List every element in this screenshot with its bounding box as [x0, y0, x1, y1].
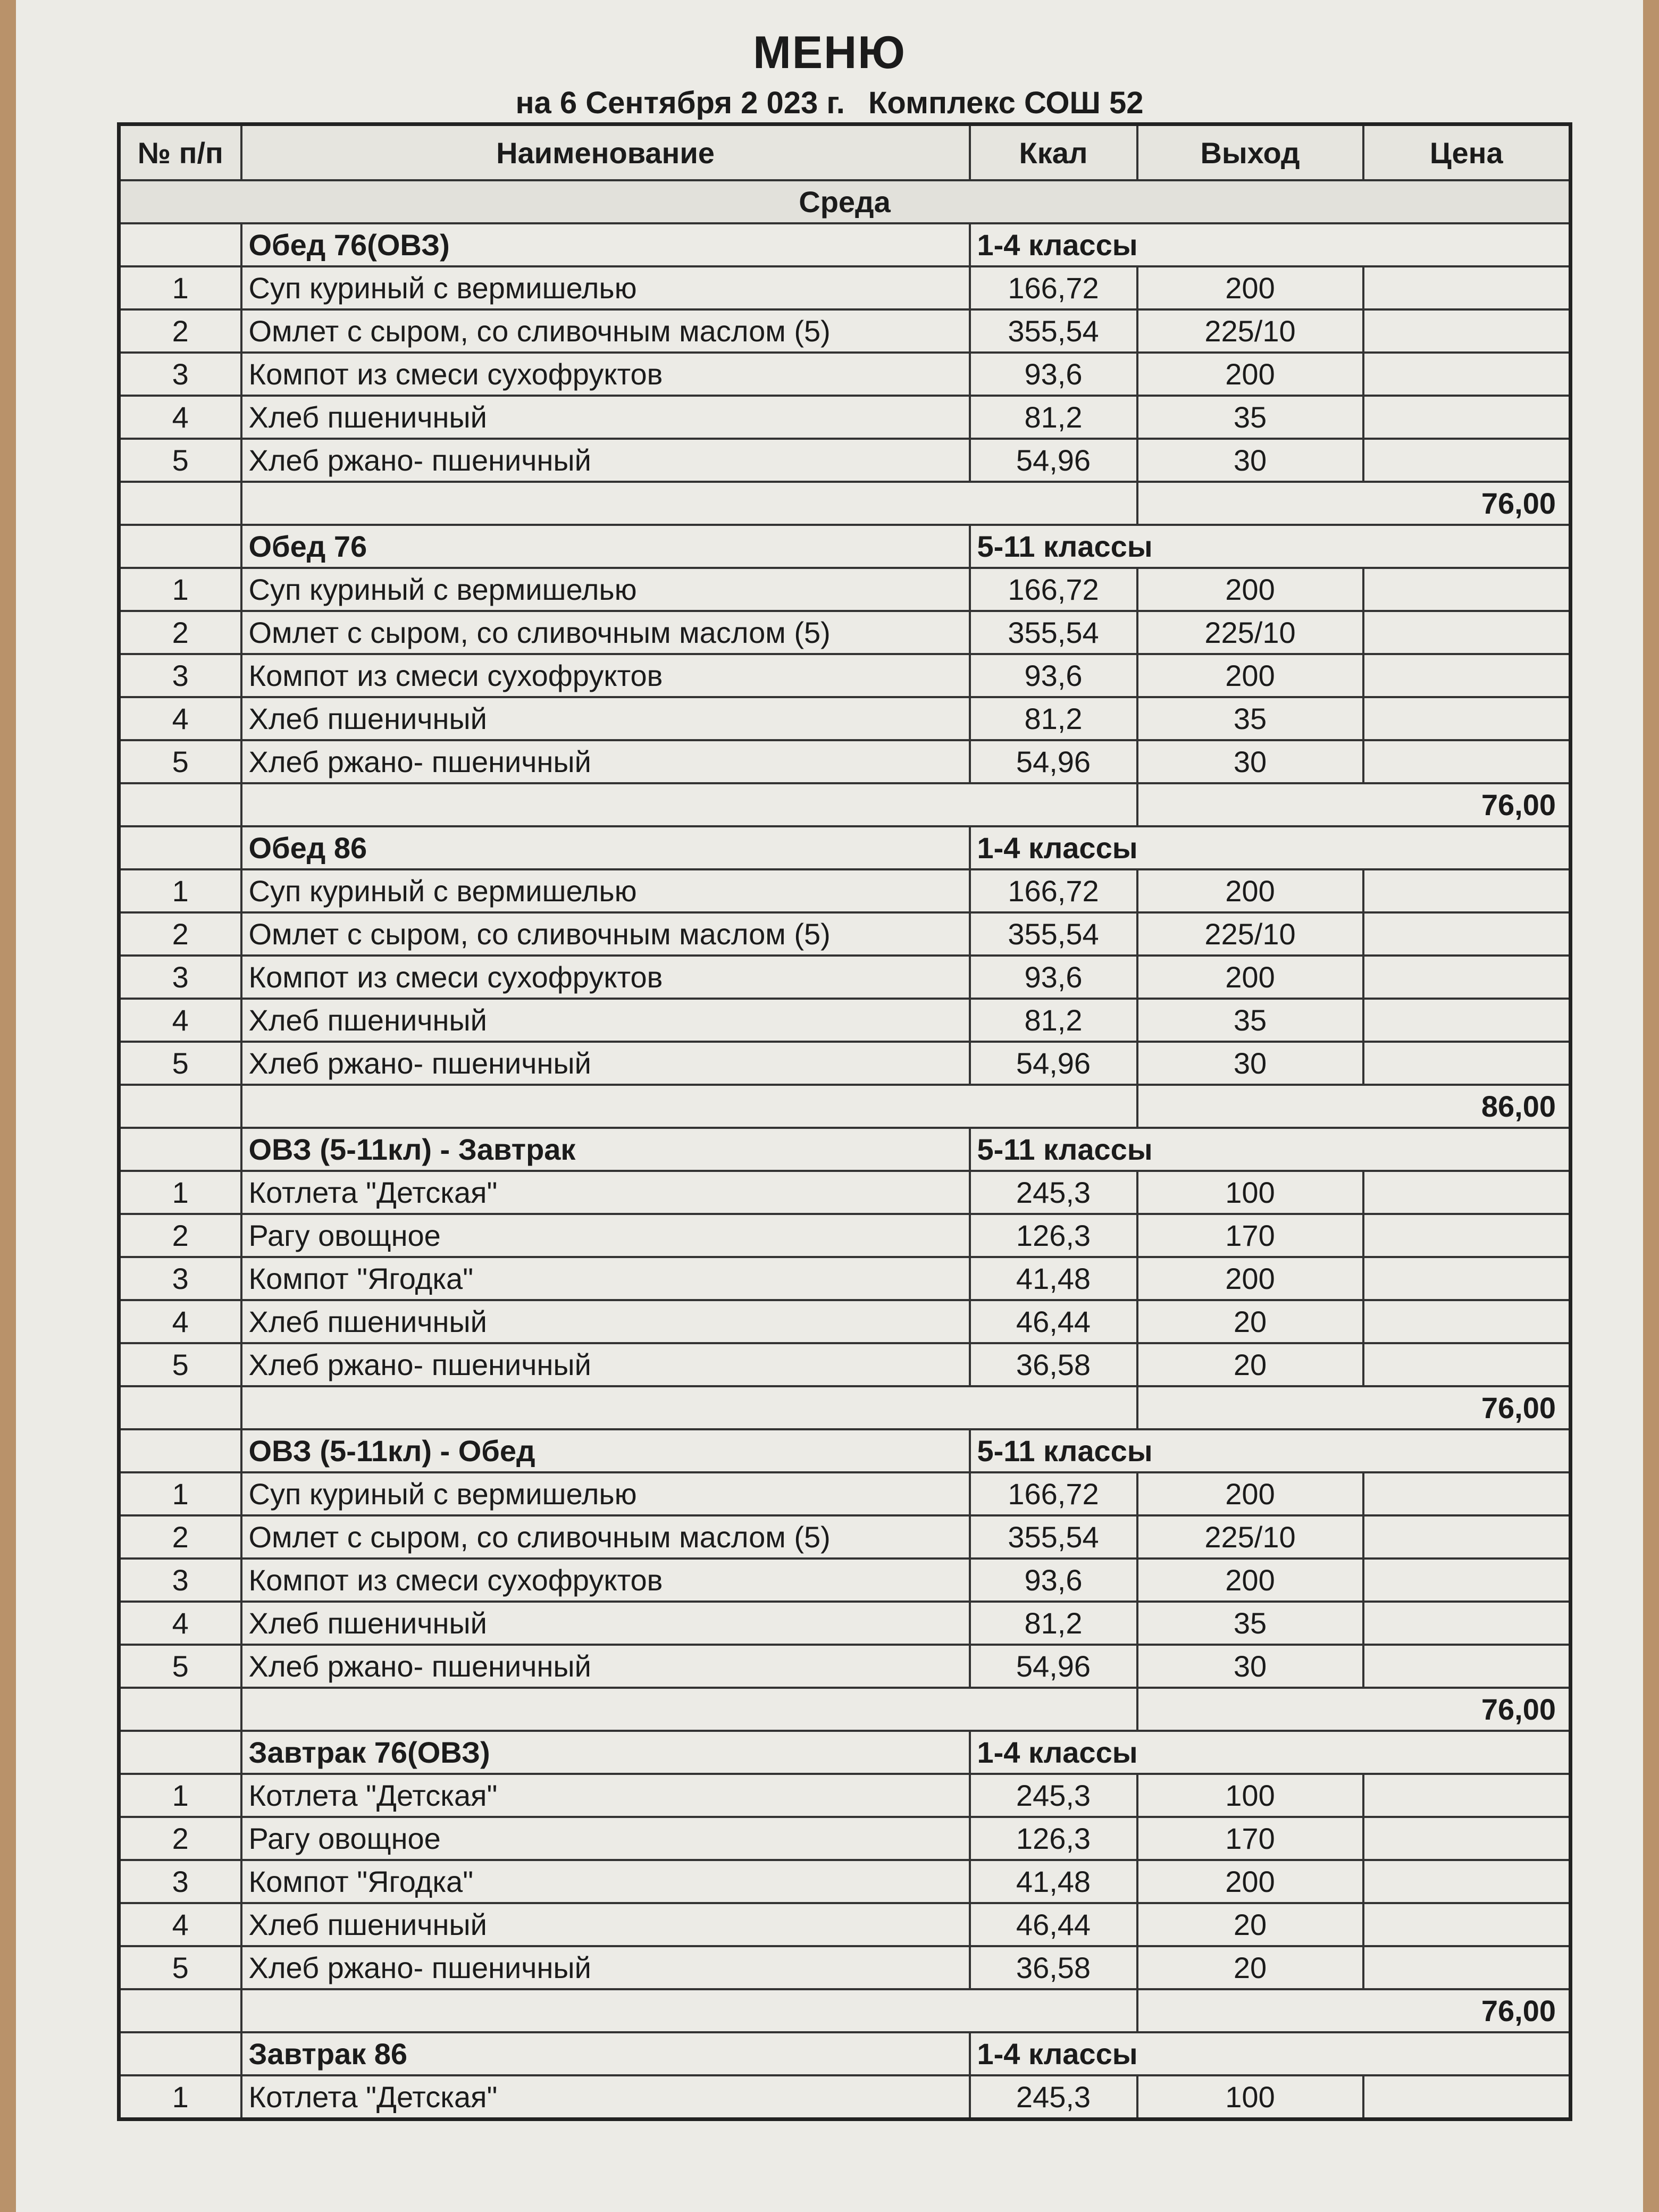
item-yield: 200	[1137, 1559, 1363, 1602]
total-empty	[119, 482, 241, 525]
item-kcal: 166,72	[970, 266, 1137, 309]
item-name: Котлета "Детская"	[241, 1774, 970, 1817]
table-row	[119, 1817, 1571, 1860]
item-num: 1	[119, 1774, 241, 1817]
item-price	[1363, 1645, 1571, 1688]
item-num: 1	[119, 869, 241, 912]
table-row	[119, 740, 1571, 783]
item-kcal: 41,48	[970, 1257, 1137, 1300]
menu-table	[117, 122, 1572, 2121]
section-num-empty	[119, 1731, 241, 1774]
item-price	[1363, 1946, 1571, 1989]
item-price	[1363, 1300, 1571, 1343]
item-name: Омлет с сыром, со сливочным маслом (5)	[241, 309, 970, 353]
section-header-row	[119, 1128, 1571, 1171]
item-num: 1	[119, 1171, 241, 1214]
item-num: 5	[119, 1645, 241, 1688]
item-name: Хлеб ржано- пшеничный	[241, 439, 970, 482]
total-empty	[241, 1085, 1137, 1128]
menu-subtitle	[16, 85, 1643, 121]
item-price	[1363, 2075, 1571, 2119]
section-total-row	[119, 1085, 1571, 1128]
item-num: 5	[119, 1946, 241, 1989]
table-row	[119, 654, 1571, 697]
item-name: Хлеб ржано- пшеничный	[241, 1645, 970, 1688]
item-name: Рагу овощное	[241, 1817, 970, 1860]
item-yield: 200	[1137, 956, 1363, 999]
table-row	[119, 1860, 1571, 1903]
col-header-num: № п/п	[119, 124, 241, 181]
item-num: 3	[119, 1257, 241, 1300]
table-row	[119, 1214, 1571, 1257]
item-price	[1363, 1171, 1571, 1214]
item-name: Хлеб пшеничный	[241, 396, 970, 439]
item-yield: 200	[1137, 1860, 1363, 1903]
section-title: Завтрак 86	[241, 2032, 970, 2075]
item-name: Хлеб ржано- пшеничный	[241, 740, 970, 783]
section-num-empty	[119, 1128, 241, 1171]
item-price	[1363, 654, 1571, 697]
item-price	[1363, 1774, 1571, 1817]
item-num: 5	[119, 1042, 241, 1085]
menu-place: Комплекс СОШ 52	[868, 86, 1144, 120]
item-num: 2	[119, 1817, 241, 1860]
item-kcal: 54,96	[970, 1645, 1137, 1688]
item-kcal: 355,54	[970, 611, 1137, 654]
table-row	[119, 439, 1571, 482]
section-total-row	[119, 1989, 1571, 2032]
table-row	[119, 1343, 1571, 1386]
item-kcal: 245,3	[970, 1171, 1137, 1214]
item-price	[1363, 1559, 1571, 1602]
menu-date: на 6 Сентября 2 023 г.	[515, 86, 845, 120]
item-yield: 35	[1137, 697, 1363, 740]
item-num: 4	[119, 396, 241, 439]
total-empty	[241, 1688, 1137, 1731]
item-num: 1	[119, 1472, 241, 1515]
table-row	[119, 999, 1571, 1042]
item-kcal: 46,44	[970, 1300, 1137, 1343]
item-num: 4	[119, 999, 241, 1042]
item-kcal: 81,2	[970, 999, 1137, 1042]
item-price	[1363, 1602, 1571, 1645]
item-name: Рагу овощное	[241, 1214, 970, 1257]
item-kcal: 54,96	[970, 740, 1137, 783]
item-name: Хлеб пшеничный	[241, 1602, 970, 1645]
item-yield: 20	[1137, 1343, 1363, 1386]
section-classes: 1-4 классы	[970, 2032, 1571, 2075]
item-name: Хлеб пшеничный	[241, 1903, 970, 1946]
table-row	[119, 1300, 1571, 1343]
table-row	[119, 1602, 1571, 1645]
section-num-empty	[119, 1429, 241, 1472]
section-header-row	[119, 1429, 1571, 1472]
table-row	[119, 396, 1571, 439]
section-title: Обед 76(ОВЗ)	[241, 223, 970, 266]
table-row	[119, 1946, 1571, 1989]
item-yield: 225/10	[1137, 309, 1363, 353]
item-name: Омлет с сыром, со сливочным маслом (5)	[241, 1515, 970, 1559]
section-title: Обед 76	[241, 525, 970, 568]
item-price	[1363, 439, 1571, 482]
item-kcal: 245,3	[970, 1774, 1137, 1817]
item-price	[1363, 1515, 1571, 1559]
section-classes: 5-11 классы	[970, 1429, 1571, 1472]
item-kcal: 81,2	[970, 396, 1137, 439]
item-price	[1363, 740, 1571, 783]
item-yield: 100	[1137, 1171, 1363, 1214]
table-row	[119, 1559, 1571, 1602]
item-name: Компот из смеси сухофруктов	[241, 654, 970, 697]
item-yield: 35	[1137, 396, 1363, 439]
item-kcal: 166,72	[970, 568, 1137, 611]
total-empty	[119, 1688, 241, 1731]
item-kcal: 36,58	[970, 1946, 1137, 1989]
table-row	[119, 266, 1571, 309]
item-price	[1363, 1343, 1571, 1386]
section-total: 76,00	[1137, 482, 1571, 525]
item-num: 3	[119, 654, 241, 697]
item-kcal: 41,48	[970, 1860, 1137, 1903]
section-total-row	[119, 783, 1571, 826]
section-total: 86,00	[1137, 1085, 1571, 1128]
table-row	[119, 309, 1571, 353]
item-name: Суп куриный с вермишелью	[241, 869, 970, 912]
item-name: Компот "Ягодка"	[241, 1257, 970, 1300]
item-yield: 200	[1137, 1257, 1363, 1300]
item-name: Суп куриный с вермишелью	[241, 1472, 970, 1515]
item-yield: 225/10	[1137, 611, 1363, 654]
section-num-empty	[119, 223, 241, 266]
item-yield: 100	[1137, 1774, 1363, 1817]
table-row	[119, 353, 1571, 396]
item-kcal: 93,6	[970, 353, 1137, 396]
item-yield: 170	[1137, 1214, 1363, 1257]
item-yield: 20	[1137, 1903, 1363, 1946]
item-num: 1	[119, 2075, 241, 2119]
item-num: 3	[119, 1860, 241, 1903]
section-total: 76,00	[1137, 1386, 1571, 1429]
item-yield: 35	[1137, 999, 1363, 1042]
section-classes: 1-4 классы	[970, 223, 1571, 266]
item-num: 3	[119, 1559, 241, 1602]
section-header-row	[119, 223, 1571, 266]
section-classes: 5-11 классы	[970, 1128, 1571, 1171]
item-yield: 200	[1137, 353, 1363, 396]
item-num: 5	[119, 1343, 241, 1386]
item-kcal: 355,54	[970, 912, 1137, 956]
item-num: 2	[119, 611, 241, 654]
item-name: Хлеб ржано- пшеничный	[241, 1343, 970, 1386]
table-row	[119, 1903, 1571, 1946]
section-num-empty	[119, 525, 241, 568]
section-header-row	[119, 525, 1571, 568]
item-price	[1363, 1042, 1571, 1085]
item-name: Суп куриный с вермишелью	[241, 266, 970, 309]
item-num: 4	[119, 1300, 241, 1343]
section-total-row	[119, 482, 1571, 525]
item-kcal: 166,72	[970, 1472, 1137, 1515]
item-kcal: 355,54	[970, 309, 1137, 353]
item-kcal: 93,6	[970, 1559, 1137, 1602]
total-empty	[119, 1386, 241, 1429]
item-yield: 200	[1137, 266, 1363, 309]
item-num: 4	[119, 697, 241, 740]
section-title: Обед 86	[241, 826, 970, 869]
item-price	[1363, 353, 1571, 396]
item-num: 4	[119, 1602, 241, 1645]
item-price	[1363, 1817, 1571, 1860]
item-kcal: 46,44	[970, 1903, 1137, 1946]
item-yield: 30	[1137, 439, 1363, 482]
item-kcal: 355,54	[970, 1515, 1137, 1559]
table-row	[119, 956, 1571, 999]
item-num: 5	[119, 439, 241, 482]
section-total: 76,00	[1137, 1989, 1571, 2032]
col-header-kcal: Ккал	[970, 124, 1137, 181]
total-empty	[241, 482, 1137, 525]
item-kcal: 93,6	[970, 956, 1137, 999]
item-price	[1363, 1860, 1571, 1903]
item-kcal: 93,6	[970, 654, 1137, 697]
item-kcal: 81,2	[970, 1602, 1137, 1645]
item-kcal: 166,72	[970, 869, 1137, 912]
item-yield: 200	[1137, 1472, 1363, 1515]
col-header-yield: Выход	[1137, 124, 1363, 181]
col-header-price: Цена	[1363, 124, 1571, 181]
table-row	[119, 697, 1571, 740]
item-yield: 35	[1137, 1602, 1363, 1645]
table-row	[119, 2075, 1571, 2119]
section-title: Завтрак 76(ОВЗ)	[241, 1731, 970, 1774]
item-num: 1	[119, 266, 241, 309]
item-kcal: 54,96	[970, 1042, 1137, 1085]
section-classes: 1-4 классы	[970, 826, 1571, 869]
item-yield: 225/10	[1137, 912, 1363, 956]
item-price	[1363, 697, 1571, 740]
item-price	[1363, 309, 1571, 353]
item-name: Компот из смеси сухофруктов	[241, 353, 970, 396]
item-yield: 225/10	[1137, 1515, 1363, 1559]
page-title: МЕНЮ	[753, 27, 906, 78]
section-num-empty	[119, 826, 241, 869]
item-price	[1363, 869, 1571, 912]
item-kcal: 81,2	[970, 697, 1137, 740]
item-num: 3	[119, 353, 241, 396]
section-total-row	[119, 1386, 1571, 1429]
item-name: Хлеб пшеничный	[241, 999, 970, 1042]
col-header-name: Наименование	[241, 124, 970, 181]
item-yield: 100	[1137, 2075, 1363, 2119]
item-yield: 30	[1137, 1042, 1363, 1085]
item-yield: 20	[1137, 1300, 1363, 1343]
table-row	[119, 1171, 1571, 1214]
item-num: 2	[119, 309, 241, 353]
item-name: Хлеб пшеничный	[241, 697, 970, 740]
item-price	[1363, 1257, 1571, 1300]
item-yield: 200	[1137, 869, 1363, 912]
day-label: Среда	[119, 180, 1571, 223]
item-price	[1363, 1472, 1571, 1515]
item-price	[1363, 611, 1571, 654]
item-num: 2	[119, 1515, 241, 1559]
section-header-row	[119, 1731, 1571, 1774]
item-kcal: 126,3	[970, 1817, 1137, 1860]
item-name: Котлета "Детская"	[241, 1171, 970, 1214]
item-price	[1363, 956, 1571, 999]
section-classes: 1-4 классы	[970, 1731, 1571, 1774]
section-total-row	[119, 1688, 1571, 1731]
item-kcal: 36,58	[970, 1343, 1137, 1386]
item-yield: 200	[1137, 654, 1363, 697]
table-row	[119, 1042, 1571, 1085]
item-name: Хлеб пшеничный	[241, 1300, 970, 1343]
item-num: 3	[119, 956, 241, 999]
item-price	[1363, 396, 1571, 439]
item-kcal: 245,3	[970, 2075, 1137, 2119]
item-name: Хлеб ржано- пшеничный	[241, 1042, 970, 1085]
total-empty	[241, 1386, 1137, 1429]
section-header-row	[119, 826, 1571, 869]
item-price	[1363, 999, 1571, 1042]
item-price	[1363, 266, 1571, 309]
item-num: 5	[119, 740, 241, 783]
total-empty	[119, 1085, 241, 1128]
table-row	[119, 1774, 1571, 1817]
item-kcal: 54,96	[970, 439, 1137, 482]
total-empty	[241, 1989, 1137, 2032]
section-classes: 5-11 классы	[970, 525, 1571, 568]
item-name: Компот "Ягодка"	[241, 1860, 970, 1903]
item-yield: 20	[1137, 1946, 1363, 1989]
item-name: Хлеб ржано- пшеничный	[241, 1946, 970, 1989]
item-yield: 170	[1137, 1817, 1363, 1860]
item-name: Омлет с сыром, со сливочным маслом (5)	[241, 611, 970, 654]
section-title: ОВЗ (5-11кл) - Завтрак	[241, 1128, 970, 1171]
item-yield: 30	[1137, 1645, 1363, 1688]
item-yield: 30	[1137, 740, 1363, 783]
section-total: 76,00	[1137, 1688, 1571, 1731]
table-row	[119, 568, 1571, 611]
table-row	[119, 1645, 1571, 1688]
section-total: 76,00	[1137, 783, 1571, 826]
item-price	[1363, 1214, 1571, 1257]
item-price	[1363, 568, 1571, 611]
item-num: 4	[119, 1903, 241, 1946]
table-row	[119, 611, 1571, 654]
table-row	[119, 912, 1571, 956]
table-row	[119, 869, 1571, 912]
section-num-empty	[119, 2032, 241, 2075]
total-empty	[119, 783, 241, 826]
total-empty	[241, 783, 1137, 826]
item-name: Суп куриный с вермишелью	[241, 568, 970, 611]
section-title: ОВЗ (5-11кл) - Обед	[241, 1429, 970, 1472]
header-row	[119, 124, 1571, 181]
day-row	[119, 180, 1571, 223]
item-name: Компот из смеси сухофруктов	[241, 956, 970, 999]
item-yield: 200	[1137, 568, 1363, 611]
item-num: 2	[119, 1214, 241, 1257]
item-price	[1363, 1903, 1571, 1946]
section-header-row	[119, 2032, 1571, 2075]
total-empty	[119, 1989, 241, 2032]
item-name: Компот из смеси сухофруктов	[241, 1559, 970, 1602]
item-name: Омлет с сыром, со сливочным маслом (5)	[241, 912, 970, 956]
item-num: 1	[119, 568, 241, 611]
item-kcal: 126,3	[970, 1214, 1137, 1257]
item-price	[1363, 912, 1571, 956]
item-num: 2	[119, 912, 241, 956]
table-row	[119, 1257, 1571, 1300]
item-name: Котлета "Детская"	[241, 2075, 970, 2119]
table-row	[119, 1515, 1571, 1559]
table-row	[119, 1472, 1571, 1515]
menu-sheet	[16, 0, 1643, 2212]
